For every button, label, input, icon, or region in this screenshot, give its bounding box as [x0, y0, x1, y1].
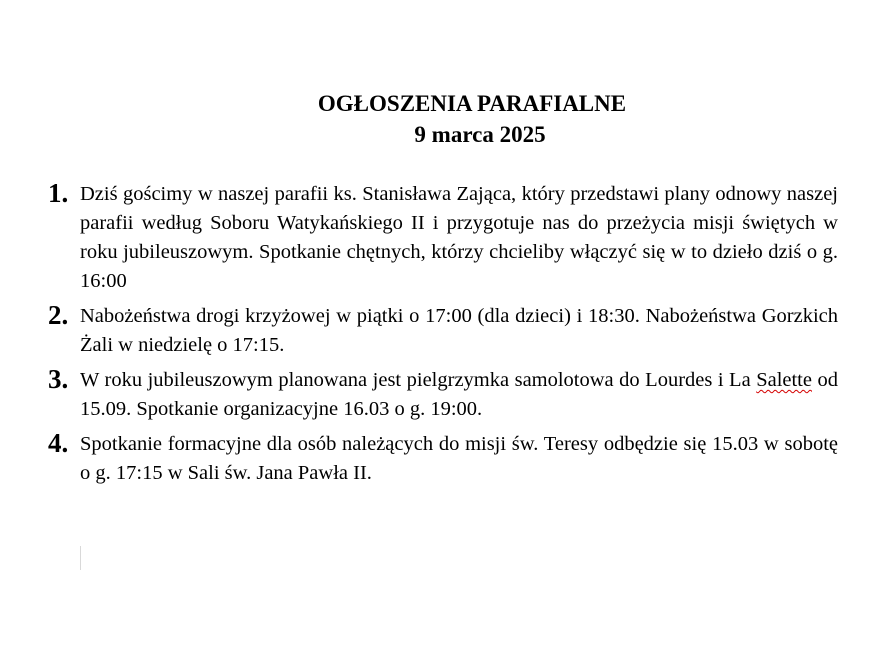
page-title: OGŁOSZENIA PARAFIALNE: [317, 91, 627, 116]
heading-block: [260, 88, 700, 150]
list-item-text: [80, 366, 838, 424]
list-item: [48, 430, 838, 488]
list-item-number: 2.: [48, 300, 69, 330]
spellcheck-flagged-word[interactable]: Salette: [756, 369, 812, 391]
list-item-text-start: W roku jubileuszowym planowana jest pielgrzymka samolotowa do Lourdes i La: [80, 369, 757, 391]
list-item-text: Dziś gościmy w naszej parafii ks. Stanisława Zająca, który przedstawi plany odnowy naszej parafii według Soboru Watykańskiego II i przygotuje nas do przeżycia misji świętych w roku jubileuszowym. Spotkanie chętnych, którzy chcieliby włączyć się w to dzieło dziś o g. 16:00: [80, 183, 838, 292]
text-cursor: [80, 546, 81, 570]
list-item: [48, 366, 838, 424]
list-item-number: 1.: [48, 178, 69, 208]
list-item-text-end: od 15.09. Spotkanie organizacyjne 16.03 o g. 19:00.: [80, 369, 838, 420]
page-date: 9 marca 2025: [414, 122, 546, 147]
announcements-list: [48, 180, 838, 494]
list-item: [48, 180, 838, 296]
list-item-number: 4.: [48, 428, 69, 458]
list-item-text: Nabożeństwa drogi krzyżowej w piątki o 17:00 (dla dzieci) i 18:30. Nabożeństwa Gorzkich Żali w niedzielę o 17:15.: [80, 305, 838, 356]
list-item-number: 3.: [48, 364, 69, 394]
list-item: [48, 302, 838, 360]
list-item-text: Spotkanie formacyjne dla osób należących do misji św. Teresy odbędzie się 15.03 w sobotę o g. 17:15 w Sali św. Jana Pawła II.: [80, 433, 838, 484]
